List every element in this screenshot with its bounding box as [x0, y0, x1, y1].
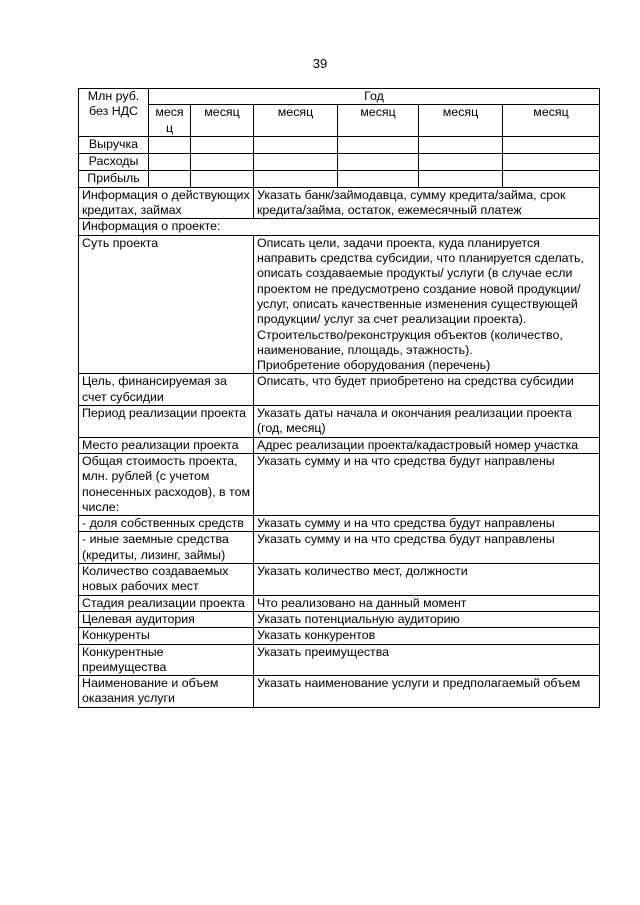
- unit-line2: без НДС: [89, 104, 138, 119]
- empty-cell[interactable]: [254, 136, 338, 153]
- row-label: Цель, финансируемая за счет субсидии: [79, 374, 254, 406]
- table-row: [79, 644, 600, 676]
- empty-cell[interactable]: [254, 153, 338, 170]
- row-value: Указать преимущества: [254, 644, 600, 676]
- unit-line1: Млн руб.: [87, 89, 140, 103]
- row-label: Количество создаваемых новых рабочих мест: [79, 564, 254, 596]
- row-label: Целевая аудитория: [79, 611, 254, 627]
- project-info-header-row: [79, 219, 600, 235]
- empty-cell[interactable]: [191, 170, 254, 187]
- month-header: месяц: [191, 105, 254, 137]
- empty-cell[interactable]: [503, 170, 600, 187]
- row-label: Место реализации проекта: [79, 437, 254, 453]
- row-value: Адрес реализации проекта/кадастровый номер участка: [254, 437, 600, 453]
- empty-cell[interactable]: [149, 136, 191, 153]
- essence-value: [254, 235, 600, 374]
- table-row: [79, 564, 600, 596]
- empty-cell[interactable]: [503, 136, 600, 153]
- row-value: Указать количество мест, должности: [254, 564, 600, 596]
- table-row: [79, 611, 600, 627]
- empty-cell[interactable]: [338, 136, 419, 153]
- month-header: месяц: [338, 105, 419, 137]
- credits-value: Указать банк/займодавца, сумму кредита/займа, срок кредита/займа, остаток, ежемесячный платеж: [254, 187, 600, 219]
- row-value: Указать конкурентов: [254, 628, 600, 644]
- row-value: Что реализовано на данный момент: [254, 595, 600, 611]
- project-info-header: Информация о проекте:: [79, 219, 600, 235]
- row-label: Конкурентные преимущества: [79, 644, 254, 676]
- table-row: [79, 628, 600, 644]
- empty-cell[interactable]: [254, 170, 338, 187]
- table-row: [79, 437, 600, 453]
- row-value: Указать сумму и на что средства будут направлены: [254, 516, 600, 532]
- row-label: - иные заемные средства (кредиты, лизинг, займы): [79, 532, 254, 564]
- business-plan-table: [78, 88, 600, 708]
- row-value: Указать наименование услуги и предполагаемый объем: [254, 676, 600, 708]
- empty-cell[interactable]: [191, 136, 254, 153]
- month-header: месяц: [149, 105, 191, 137]
- page-number: 39: [312, 56, 328, 71]
- empty-cell[interactable]: [191, 153, 254, 170]
- row-value: Указать даты начала и окончания реализации проекта (год, месяц): [254, 406, 600, 438]
- unit-header-cell: [79, 89, 149, 137]
- empty-cell[interactable]: [419, 153, 503, 170]
- finance-header-row: [79, 89, 600, 105]
- empty-cell[interactable]: [338, 153, 419, 170]
- essence-label: Суть проекта: [79, 235, 254, 374]
- row-label-profit: Прибыль: [79, 170, 149, 187]
- row-value: Указать сумму и на что средства будут направлены: [254, 453, 600, 515]
- month-header-row: [79, 105, 600, 137]
- row-value: Указать потенциальную аудиторию: [254, 611, 600, 627]
- table-row: [79, 516, 600, 532]
- expenses-row: [79, 153, 600, 170]
- year-header: Год: [149, 89, 600, 105]
- profit-row: [79, 170, 600, 187]
- row-label: Общая стоимость проекта, млн. рублей (с учетом понесенных расходов), в том числе:: [79, 453, 254, 515]
- row-label: Наименование и объем оказания услуги: [79, 676, 254, 708]
- month-header: месяц: [419, 105, 503, 137]
- table-row: [79, 374, 600, 406]
- row-value: Указать сумму и на что средства будут направлены: [254, 532, 600, 564]
- equipment-text: Приобретение оборудования (перечень): [257, 358, 491, 373]
- credits-label: Информация о действующих кредитах, займах: [79, 187, 254, 219]
- row-value: Описать, что будет приобретено на средства субсидии: [254, 374, 600, 406]
- row-label-expenses: Расходы: [79, 153, 149, 170]
- row-label: Стадия реализации проекта: [79, 595, 254, 611]
- empty-cell[interactable]: [419, 170, 503, 187]
- empty-cell[interactable]: [149, 153, 191, 170]
- revenue-row: [79, 136, 600, 153]
- table-row: [79, 595, 600, 611]
- row-label: Конкуренты: [79, 628, 254, 644]
- empty-cell[interactable]: [149, 170, 191, 187]
- construction-text: Строительство/реконструкция объектов (количество, наименование, площадь, этажность).: [257, 327, 563, 357]
- credits-row: [79, 187, 600, 219]
- table-row: [79, 532, 600, 564]
- table-row: [79, 453, 600, 515]
- essence-text: Описать цели, задачи проекта, куда планируется направить средства субсидии, что планируется сделать, описать создаваемые продукты/ услуги (в случае если проектом не предусмотрено создание новой продукции/ услуг, описать качественные изменения существующей продукции/ услуг за счет реализации проекта).: [257, 235, 584, 327]
- essence-row: [79, 235, 600, 374]
- empty-cell[interactable]: [503, 153, 600, 170]
- row-label: Период реализации проекта: [79, 406, 254, 438]
- empty-cell[interactable]: [419, 136, 503, 153]
- row-label: - доля собственных средств: [79, 516, 254, 532]
- month-header: месяц: [254, 105, 338, 137]
- row-label-revenue: Выручка: [79, 136, 149, 153]
- month-header: месяц: [503, 105, 600, 137]
- table-row: [79, 676, 600, 708]
- empty-cell[interactable]: [338, 170, 419, 187]
- table-row: [79, 406, 600, 438]
